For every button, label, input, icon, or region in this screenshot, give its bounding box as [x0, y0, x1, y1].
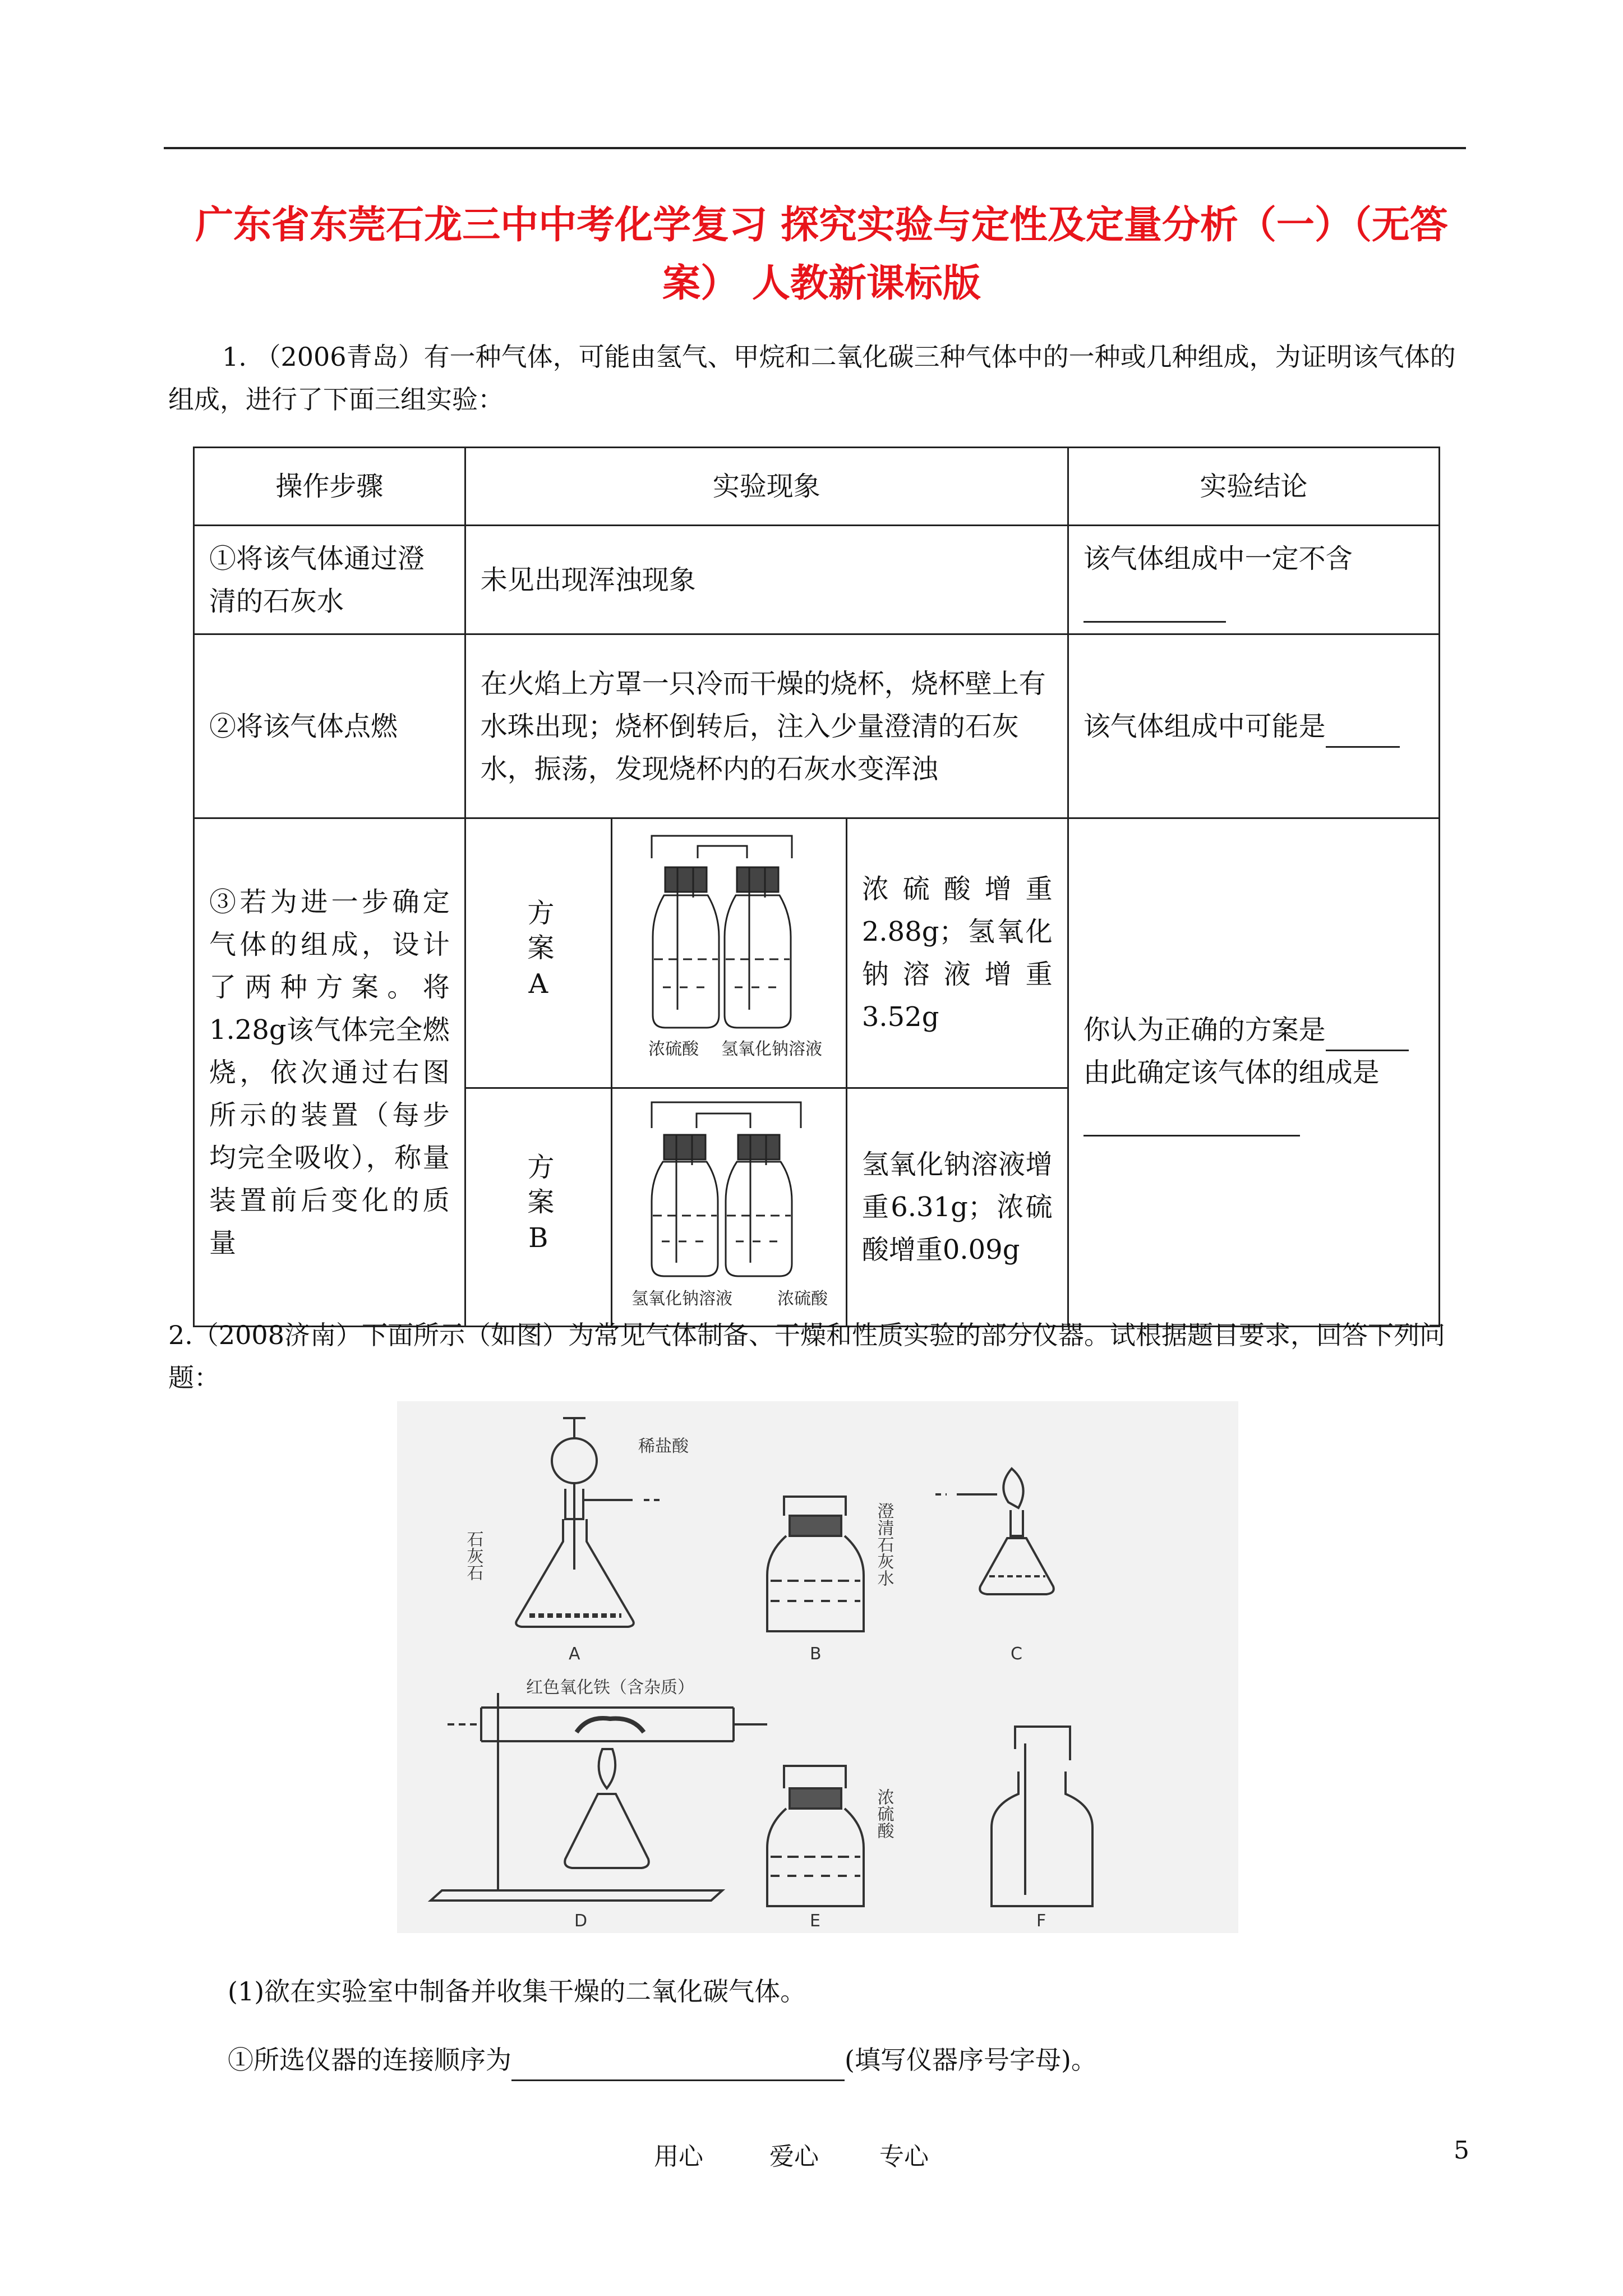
hcl-label: 稀盐酸: [638, 1437, 689, 1456]
row1-answer-blank: [1083, 580, 1424, 623]
row3-blank-2: [1083, 1094, 1424, 1137]
footer-text-2: 爱心: [769, 2142, 819, 2171]
question-2-intro: 2.（2008济南）下面所示（如图）为常见气体制备、干燥和性质实验的部分仪器。试根据题目要求，回答下列问题：: [168, 1320, 1445, 1393]
footer-text-3: 专心: [879, 2142, 929, 2171]
row3-conclusion-line1: 你认为正确的方案是: [1083, 1014, 1326, 1046]
plan-a-label: 方案A: [465, 818, 611, 1088]
experiment-table: [193, 447, 1440, 1327]
apparatus-label-f: F: [1036, 1911, 1046, 1931]
row1-step: ①将该气体通过澄清的石灰水: [194, 526, 465, 634]
table-header-row: [194, 448, 1440, 526]
subquestion-1-part-1-suffix: (填写仪器序号字母)。: [845, 2045, 1097, 2075]
header-phenomenon: 实验现象: [465, 448, 1068, 526]
row3-blank-1: [1326, 1022, 1409, 1051]
plan-b-label: 方案B: [465, 1088, 611, 1327]
table-row: [194, 634, 1440, 818]
subquestion-1-part-1-text: ①所选仪器的连接顺序为: [228, 2045, 511, 2075]
apparatus-label-a: A: [569, 1644, 580, 1664]
question-1-intro: 1. （2006青岛）有一种气体，可能由氢气、甲烷和二氧化碳三种气体中的一种或几种组成，为证明该气体的组成，进行了下面三组实验：: [168, 342, 1456, 415]
header-conclusion: 实验结论: [1068, 448, 1439, 526]
plan-a-bottles-diagram: [612, 819, 846, 1075]
page-number: 5: [1454, 2136, 1469, 2165]
plan-a-bottle2-label: 氢氧化钠溶液: [721, 1039, 822, 1059]
row1-phenomenon: 未见出现浑浊现象: [465, 526, 1068, 634]
footer-text-1: 用心: [654, 2142, 703, 2171]
row2-step: ②将该气体点燃: [194, 634, 465, 818]
row2-phenomenon: 在火焰上方罩一只冷而干燥的烧杯，烧杯壁上有水珠出现；烧杯倒转后，注入少量澄清的石灰水，振荡，发现烧杯内的石灰水变浑浊: [465, 634, 1068, 818]
limewater-label: 澄清石灰水: [874, 1502, 894, 1586]
apparatus-figure: [397, 1401, 1238, 1933]
plan-b-bottle1-label: 氢氧化钠溶液: [631, 1289, 732, 1309]
apparatus-diagram: [397, 1401, 1238, 1933]
apparatus-label-e: E: [810, 1911, 820, 1931]
row3-conclusion-line2: 由此确定该气体的组成是: [1083, 1056, 1380, 1088]
apparatus-label-b: B: [810, 1644, 822, 1664]
apparatus-label-c: C: [1011, 1644, 1022, 1664]
row2-answer-blank: [1326, 718, 1400, 748]
plan-a-apparatus: [611, 818, 846, 1088]
row1-conclusion-cell: [1068, 526, 1439, 634]
plan-b-bottles-diagram: [612, 1089, 846, 1313]
row3-conclusion-cell: [1068, 818, 1439, 1327]
acid-label: 浓硫酸: [874, 1788, 894, 1839]
plan-a-bottle1-label: 浓硫酸: [648, 1039, 699, 1059]
apparatus-label-d: D: [574, 1911, 588, 1931]
limestone-label: 石灰石: [463, 1530, 483, 1581]
subquestion-1-part-1: [228, 2039, 1461, 2081]
header-rule: [164, 147, 1466, 149]
plan-b-apparatus: [611, 1088, 846, 1327]
row1-conclusion: 该气体组成中一定不含: [1083, 542, 1353, 574]
header-steps: 操作步骤: [194, 448, 465, 526]
connection-order-blank: [511, 2050, 845, 2081]
subquestion-1: (1)欲在实验室中制备并收集干燥的二氧化碳气体。: [228, 1976, 806, 2007]
row2-conclusion-cell: [1068, 634, 1439, 818]
iron-oxide-label: 红色氧化铁（含杂质）: [526, 1678, 694, 1697]
page-title: 广东省东莞石龙三中中考化学复习 探究实验与定性及定量分析（一）（无答案） 人教新课标版: [195, 203, 1448, 306]
table-row-plan-a: [194, 818, 1440, 1088]
table-row: [194, 526, 1440, 634]
plan-b-bottle2-label: 浓硫酸: [777, 1289, 828, 1309]
plan-a-result: 浓硫酸增重2.88g；氢氧化钠溶液增重3.52g: [846, 818, 1068, 1088]
row2-conclusion: 该气体组成中可能是: [1083, 710, 1326, 742]
plan-b-result: 氢氧化钠溶液增重6.31g；浓硫酸增重0.09g: [846, 1088, 1068, 1327]
row3-step: ③若为进一步确定气体的组成，设计了两种方案。将1.28g该气体完全燃烧，依次通过右图所示的装置（每步均完全吸收），称量装置前后变化的质量: [194, 818, 465, 1327]
